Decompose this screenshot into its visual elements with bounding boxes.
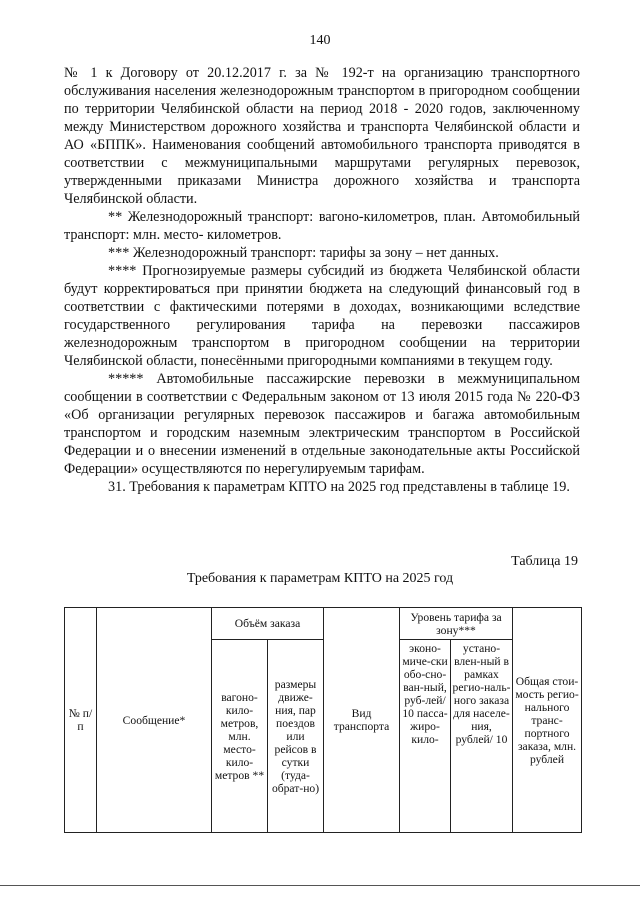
header-set-tariff: устано-влен-ный в рамках регио-наль-ного заказа для населе-ния, рублей/ 10 (451, 640, 513, 833)
kpto-requirements-table (64, 607, 582, 833)
header-vehicle-km: вагоно-кило-метров, млн. место-кило-метров ** (212, 640, 268, 833)
header-route: Сообщение* (97, 608, 212, 833)
paragraph-footnote-1-continued: № 1 к Договору от 20.12.2017 г. за № 192-т на организацию транспортного обслуживания населения железнодорожным транспортом в пригородном сообщении по территории Челябинской области на период 2018 - 2020 годов, заключенному между Министерством дорожного хозяйства и транспорта Челябинской области и АО «БППК». Наименования сообщений автомобильного транспорта приводятся в соответствии с межмуниципальными маршрутами регулярных перевозок, утвержденными приказами Министра дорожного хозяйства и транспорта Челябинской области. (64, 65, 580, 207)
header-number: № п/п (65, 608, 97, 833)
page-number: 140 (309, 33, 331, 48)
header-order-volume: Объём заказа (212, 608, 324, 640)
paragraph-footnote-3: *** Железнодорожный транспорт: тарифы за зону – нет данных. (108, 245, 499, 261)
header-transport-type: Вид транспорта (324, 608, 400, 833)
header-tariff-level: Уровень тарифа за зону*** (400, 608, 513, 640)
table-number: Таблица 19 (511, 554, 578, 569)
header-econ-tariff: эконо-миче-ски обо-сно-ван-ный, руб-лей/ 10 пасса-жиро-кило- (400, 640, 451, 833)
header-traffic: размеры движе-ния, пар поездов или рейсов в сутки (туда-обрат-но) (268, 640, 324, 833)
paragraph-footnote-5: ***** Автомобильные пассажирские перевозки в межмуниципальном сообщении в соответствии с Федеральным законом от 13 июля 2015 года № 220-ФЗ «Об организации регулярных перевозок пассажиров и багажа автомобильным транспортом и городским наземным электрическим транспортом в Российской Федерации и о внесении изменений в отдельные законодательные акты Российской Федерации» осуществляются по нерегулируемым тарифам. (64, 371, 580, 477)
paragraph-footnote-4: **** Прогнозируемые размеры субсидий из бюджета Челябинской области будут корректироваться при принятии бюджета на следующий финансовый год в соответствии с фактическими потерями в доходах, возникающими вследствие государственного регулирования тарифа на перевозки пассажиров железнодорожным транспортом в пригородном сообщении на территории Челябинской области, понесёнными пригородными компаниями в текущем году. (64, 263, 580, 369)
table-title: Требования к параметрам КПТО на 2025 год (186, 571, 454, 586)
bottom-rule (0, 885, 640, 886)
body-text (64, 64, 580, 496)
header-total-cost: Общая стои-мость регио-нального транс-портного заказа, млн. рублей (513, 608, 582, 833)
paragraph-item-31: 31. Требования к параметрам КПТО на 2025 год представлены в таблице 19. (108, 479, 570, 495)
paragraph-footnote-2: ** Железнодорожный транспорт: вагоно-километров, план. Автомобильный транспорт: млн. место- километров. (64, 209, 580, 243)
